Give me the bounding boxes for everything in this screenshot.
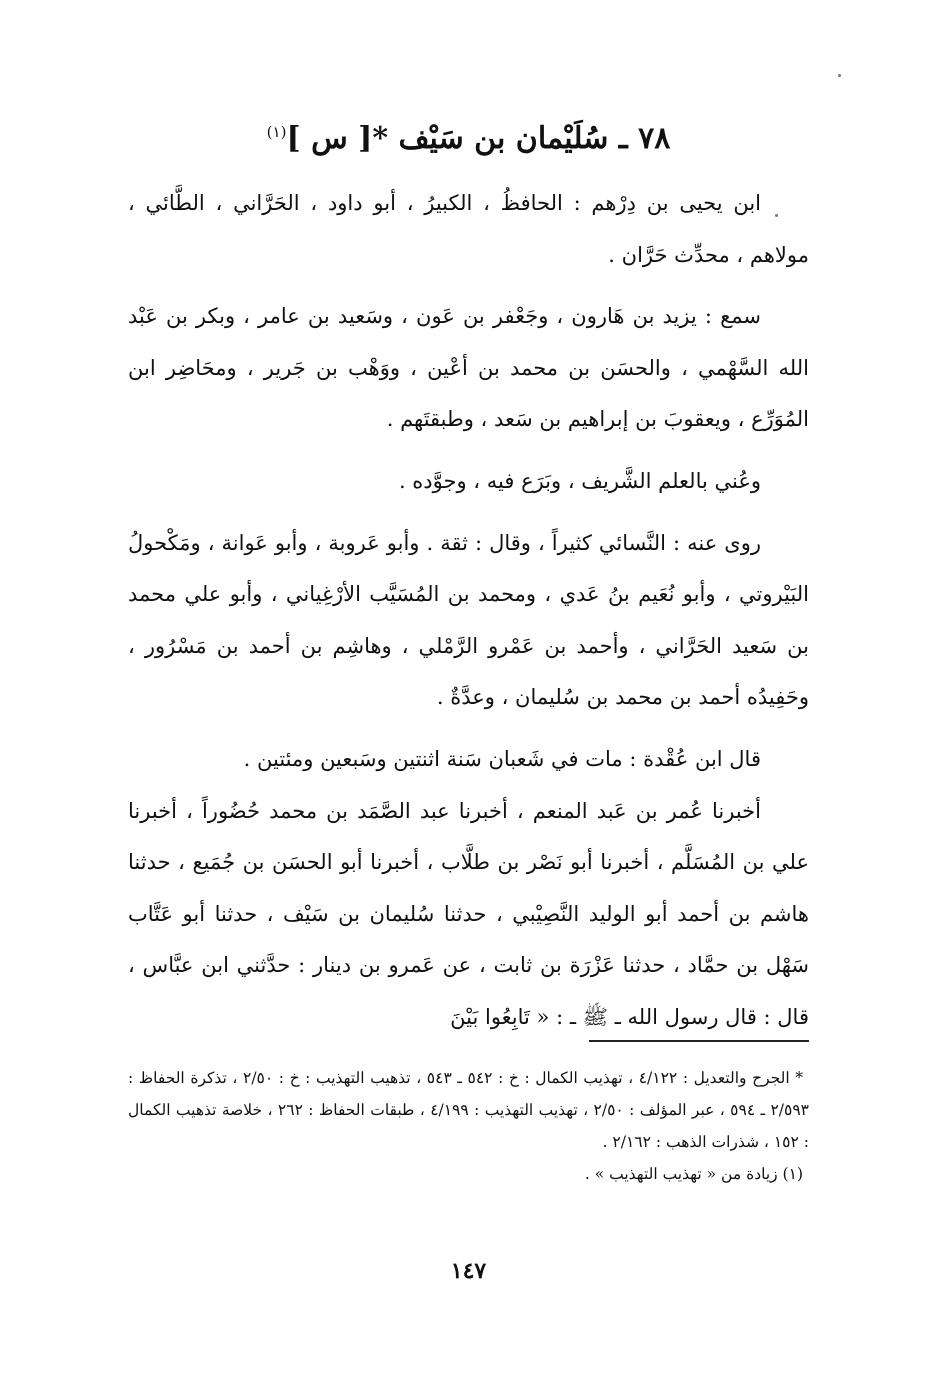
entry-title-text: ٧٨ ـ سُلَيْمان بن سَيْف *[ س ] (286, 121, 671, 156)
footnote-divider (589, 1040, 809, 1042)
footnote-1: (١) زيادة من « تهذيب التهذيب » . (584, 1165, 803, 1183)
isnad-paragraph: أخبرنا عُمر بن عَبد المنعم ، أخبرنا عبد الصَّمَد بن محمد حُضُوراً ، أخبرنا علي بن المُسَلَّم ، أخبرنا أبو نَصْر بن طلَّاب ، أخبرنا أبو الحسَن بن جُمَيع ، حدثنا هاشم بن أحمد أبو الوليد النَّصِيْبي ، حدثنا سُليمان بن سَيْف ، حدثنا أبو عَتَّاب سَهْل بن حمَّاد ، حدثنا عَزْرَة بن ثابت ، عن عَمرو بن دينار : حدَّثني ابن عبَّاس ، قال : قال رسول الله ـ ﷺ ـ : « تَابِعُوا بَيْنَ (128, 798, 809, 1029)
page-number: ١٤٧ (450, 1258, 487, 1284)
sources-footnote: * الجرح والتعديل : ٤/١٢٢ ، تهذيب الكمال : خ : ٥٤٢ ـ ٥٤٣ ، تذهيب التهذيب : خ : ٢/٥٠ ، تذكرة الحفاظ : ٢/٥٩٣ ـ ٥٩٤ ، عبر المؤلف : ٢/٥٠ ، تهذيب التهذيب : ٤/١٩٩ ، طبقات الحفاظ : ٢٦٢ ، خلاصة تذهيب الكمال : ١٥٢ ، شذرات الذهب : ٢/١٦٢ . (128, 1069, 810, 1151)
death-paragraph: قال ابن عُقْدة : مات في شَعبان سَنة اثنتين وسَبعين ومئتين . (243, 746, 761, 771)
entry-title (150, 112, 787, 159)
lineage-paragraph: ابن يحيى بن دِرْهم : الحافظُ ، الكبيرُ ، أبو داود ، الحَرَّاني ، الطَّائي ، مولاهم ، محدِّث حَرَّان . (128, 191, 809, 267)
scan-speck (838, 74, 841, 77)
students-paragraph: روى عنه : النَّسائي كثيراً ، وقال : ثقة . وأبو عَروبة ، وأبو عَوانة ، ومَكْحولُ البَيْروتي ، وأبو نُعَيم بنُ عَدي ، ومحمد بن المُسَيَّب الأرْغِياني ، وأبو علي محمد بن سَعيد الحَرَّاني ، وأحمد بن عَمْرو الرَّمْلي ، وهاشِم بن أحمد بن مَسْرُور ، وحَفِيدُه أحمد بن محمد بن سُليمان ، وعدَّةٌ . (128, 530, 809, 710)
footnotes (128, 1062, 809, 1190)
title-note-ref: (١) (266, 123, 287, 141)
scholarship-paragraph: وعُني بالعلم الشَّريف ، وبَرَع فيه ، وجوَّده . (398, 468, 761, 493)
teachers-paragraph: سمع : يزيد بن هَارون ، وجَعْفر بن عَون ، وسَعيد بن عامر ، وبكر بن عَبْد الله السَّهْمي ، والحسَن بن محمد بن أعْين ، ووَهْب بن جَرير ، ومحَاضِر ابن المُوَرِّع ، ويعقوبَ بن إبراهيم بن سَعد ، وطبقتَهم . (128, 304, 809, 432)
entry-body (128, 178, 809, 1044)
